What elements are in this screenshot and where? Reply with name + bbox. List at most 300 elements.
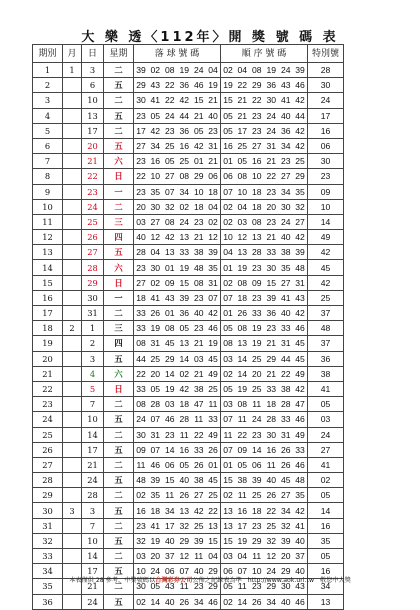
drop-number-cell: 40 (163, 533, 178, 548)
drop-number-cell: 11 (192, 412, 207, 427)
day-cell: 14 (82, 549, 104, 564)
sorted-number-cell: 25 (250, 351, 265, 366)
drop-number-cell: 44 (177, 108, 192, 123)
month-cell (63, 336, 82, 351)
weekday-cell: 一 (104, 290, 134, 305)
sorted-number-cell: 04 (235, 63, 250, 78)
issue-cell: 34 (33, 564, 63, 579)
weekday-cell: 五 (104, 564, 134, 579)
footer-prefix: 本表僅供 28 參考，中獎號碼以 (69, 577, 156, 584)
sorted-number-cell: 26 (279, 457, 294, 472)
special-number-cell: 28 (308, 63, 344, 78)
special-number-cell: 38 (308, 366, 344, 381)
drop-number-cell: 21 (192, 336, 207, 351)
sorted-number-cell: 38 (279, 381, 294, 396)
sorted-number-cell: 01 (221, 306, 236, 321)
sorted-number-cell: 46 (293, 594, 308, 609)
table-row (33, 290, 344, 305)
sorted-number-cell: 18 (264, 397, 279, 412)
drop-number-cell: 01 (206, 457, 221, 472)
table-row (33, 169, 344, 184)
drop-number-cell: 49 (206, 366, 221, 381)
table-row (33, 518, 344, 533)
drop-number-cell: 25 (148, 351, 163, 366)
sorted-number-cell: 05 (221, 381, 236, 396)
drop-number-cell: 28 (177, 412, 192, 427)
drop-number-cell: 09 (163, 275, 178, 290)
drop-number-cell: 45 (206, 473, 221, 488)
sorted-number-cell: 36 (264, 78, 279, 93)
drop-number-cell: 25 (163, 138, 178, 153)
sorted-number-cell: 11 (264, 457, 279, 472)
issue-cell: 8 (33, 169, 63, 184)
special-number-cell: 02 (308, 473, 344, 488)
weekday-cell: 六 (104, 260, 134, 275)
sorted-number-cell: 40 (293, 564, 308, 579)
sorted-number-cell: 14 (250, 442, 265, 457)
sorted-number-cell: 22 (250, 93, 265, 108)
sorted-number-cell: 08 (235, 169, 250, 184)
special-number-cell: 06 (308, 138, 344, 153)
issue-cell: 16 (33, 290, 63, 305)
sorted-number-cell: 34 (279, 503, 294, 518)
sorted-number-cell: 26 (235, 306, 250, 321)
special-number-cell: 24 (308, 93, 344, 108)
drop-number-cell: 15 (177, 275, 192, 290)
sorted-number-cell: 02 (221, 594, 236, 609)
sorted-number-cell: 15 (221, 93, 236, 108)
sorted-number-cell: 35 (279, 260, 294, 275)
drop-number-cell: 15 (206, 533, 221, 548)
issue-cell: 7 (33, 154, 63, 169)
month-cell (63, 488, 82, 503)
weekday-cell: 日 (104, 381, 134, 396)
sorted-number-cell: 09 (250, 275, 265, 290)
drop-number-cell: 38 (192, 473, 207, 488)
special-number-cell: 16 (308, 123, 344, 138)
drop-number-cell: 21 (206, 154, 221, 169)
drop-number-cell: 42 (163, 230, 178, 245)
table-row (33, 336, 344, 351)
drop-number-cell: 24 (192, 63, 207, 78)
day-cell: 27 (82, 245, 104, 260)
table-row (33, 78, 344, 93)
special-number-cell: 48 (308, 321, 344, 336)
month-cell (63, 473, 82, 488)
sorted-number-cell: 01 (221, 260, 236, 275)
sorted-number-cell: 16 (250, 154, 265, 169)
sorted-number-cell: 05 (221, 579, 236, 594)
sorted-number-cell: 19 (235, 533, 250, 548)
special-number-cell: 45 (308, 260, 344, 275)
sorted-number-cell: 10 (250, 564, 265, 579)
drop-number-cell: 05 (177, 321, 192, 336)
sorted-number-cell: 05 (221, 321, 236, 336)
month-cell (63, 199, 82, 214)
drop-number-cell: 02 (148, 275, 163, 290)
sorted-number-cell: 03 (221, 351, 236, 366)
day-cell: 24 (82, 199, 104, 214)
drop-number-cell: 13 (177, 230, 192, 245)
drop-number-cell: 42 (192, 138, 207, 153)
sorted-number-cell: 23 (250, 518, 265, 533)
sorted-number-cell: 19 (250, 336, 265, 351)
sorted-number-cell: 02 (221, 214, 236, 229)
drop-number-cell: 27 (134, 138, 149, 153)
header-drop-order: 落 球 號 碼 (134, 45, 221, 63)
drop-number-cell: 40 (177, 473, 192, 488)
drop-number-cell: 48 (192, 260, 207, 275)
table-row (33, 412, 344, 427)
sorted-number-cell: 21 (264, 154, 279, 169)
drop-number-cell: 02 (134, 594, 149, 609)
sorted-number-cell: 42 (293, 230, 308, 245)
sorted-number-cell: 13 (250, 230, 265, 245)
drop-number-cell: 39 (148, 473, 163, 488)
special-number-cell: 09 (308, 184, 344, 199)
table-row (33, 93, 344, 108)
special-number-cell: 24 (308, 427, 344, 442)
day-cell: 31 (82, 306, 104, 321)
drop-number-cell: 47 (192, 397, 207, 412)
sorted-number-cell: 49 (293, 366, 308, 381)
drop-number-cell: 39 (177, 290, 192, 305)
drop-number-cell: 19 (163, 381, 178, 396)
month-cell (63, 108, 82, 123)
issue-cell: 29 (33, 488, 63, 503)
sorted-number-cell: 33 (279, 321, 294, 336)
weekday-cell: 二 (104, 579, 134, 594)
sorted-number-cell: 26 (279, 442, 294, 457)
weekday-cell: 五 (104, 442, 134, 457)
sorted-number-cell: 10 (250, 169, 265, 184)
sorted-number-cell: 33 (250, 306, 265, 321)
sorted-number-cell: 29 (293, 169, 308, 184)
day-cell: 5 (82, 381, 104, 396)
month-cell (63, 275, 82, 290)
issue-cell: 9 (33, 184, 63, 199)
sorted-number-cell: 23 (279, 154, 294, 169)
day-cell: 4 (82, 366, 104, 381)
sorted-number-cell: 49 (293, 427, 308, 442)
month-cell: 3 (63, 503, 82, 518)
sorted-number-cell: 22 (235, 78, 250, 93)
sorted-number-cell: 24 (264, 123, 279, 138)
sorted-number-cell: 32 (279, 518, 294, 533)
sorted-number-cell: 43 (279, 78, 294, 93)
weekday-cell: 二 (104, 397, 134, 412)
table-row (33, 503, 344, 518)
drop-number-cell: 02 (177, 199, 192, 214)
table-row (33, 230, 344, 245)
sorted-number-cell: 03 (221, 549, 236, 564)
sorted-number-cell: 23 (264, 184, 279, 199)
sorted-number-cell: 15 (264, 275, 279, 290)
weekday-cell: 五 (104, 138, 134, 153)
sorted-number-cell: 04 (235, 199, 250, 214)
month-cell (63, 154, 82, 169)
special-number-cell: 05 (308, 488, 344, 503)
sorted-number-cell: 29 (250, 78, 265, 93)
drop-number-cell: 09 (134, 442, 149, 457)
sorted-number-cell: 43 (293, 290, 308, 305)
sorted-number-cell: 18 (250, 199, 265, 214)
sorted-number-cell: 02 (221, 488, 236, 503)
month-cell: 2 (63, 321, 82, 336)
drop-number-cell: 33 (134, 306, 149, 321)
header-month: 月 (63, 45, 82, 63)
issue-cell: 11 (33, 214, 63, 229)
weekday-cell: 二 (104, 306, 134, 321)
special-number-cell: 10 (308, 199, 344, 214)
sorted-number-cell: 39 (264, 290, 279, 305)
day-cell: 3 (82, 503, 104, 518)
sorted-number-cell: 40 (279, 230, 294, 245)
issue-cell: 19 (33, 336, 63, 351)
sorted-number-cell: 39 (250, 473, 265, 488)
drop-number-cell: 11 (192, 549, 207, 564)
sorted-number-cell: 12 (235, 230, 250, 245)
drop-number-cell: 30 (134, 579, 149, 594)
day-cell: 20 (82, 138, 104, 153)
issue-cell: 21 (33, 366, 63, 381)
sorted-number-cell: 05 (235, 154, 250, 169)
sorted-number-cell: 46 (293, 78, 308, 93)
drop-number-cell: 22 (134, 366, 149, 381)
table-row (33, 260, 344, 275)
sorted-number-cell: 40 (293, 533, 308, 548)
sorted-number-cell: 39 (293, 245, 308, 260)
sorted-number-cell: 19 (221, 78, 236, 93)
drop-number-cell: 04 (206, 63, 221, 78)
sorted-number-cell: 11 (250, 549, 265, 564)
sorted-number-cell: 31 (264, 138, 279, 153)
sorted-number-cell: 07 (221, 412, 236, 427)
drop-number-cell: 14 (148, 594, 163, 609)
drop-number-cell: 35 (148, 184, 163, 199)
sorted-number-cell: 23 (250, 290, 265, 305)
sorted-number-cell: 36 (279, 123, 294, 138)
special-number-cell: 23 (308, 169, 344, 184)
drop-number-cell: 16 (134, 503, 149, 518)
drop-number-cell: 02 (177, 366, 192, 381)
sorted-number-cell: 15 (221, 533, 236, 548)
header-day: 日 (82, 45, 104, 63)
sorted-number-cell: 02 (221, 63, 236, 78)
drop-number-cell: 26 (192, 457, 207, 472)
sorted-number-cell: 19 (250, 321, 265, 336)
drop-number-cell: 18 (177, 397, 192, 412)
special-number-cell: 03 (308, 412, 344, 427)
drop-number-cell: 22 (206, 503, 221, 518)
sorted-number-cell: 41 (279, 290, 294, 305)
sorted-number-cell: 06 (221, 564, 236, 579)
drop-number-cell: 17 (163, 518, 178, 533)
special-number-cell: 35 (308, 533, 344, 548)
weekday-cell: 二 (104, 457, 134, 472)
sorted-number-cell: 01 (221, 457, 236, 472)
sorted-number-cell: 25 (250, 381, 265, 396)
drop-number-cell: 27 (163, 169, 178, 184)
drop-number-cell: 42 (206, 306, 221, 321)
sorted-number-cell: 28 (279, 397, 294, 412)
sorted-number-cell: 41 (293, 518, 308, 533)
sorted-number-cell: 36 (264, 306, 279, 321)
drop-number-cell: 06 (163, 457, 178, 472)
issue-cell: 22 (33, 381, 63, 396)
drop-number-cell: 25 (177, 154, 192, 169)
day-cell: 2 (82, 336, 104, 351)
drop-number-cell: 18 (192, 199, 207, 214)
weekday-cell: 二 (104, 488, 134, 503)
drop-number-cell: 33 (134, 381, 149, 396)
sorted-number-cell: 25 (235, 138, 250, 153)
drop-number-cell: 22 (134, 169, 149, 184)
sorted-number-cell: 15 (221, 473, 236, 488)
drop-number-cell: 02 (148, 63, 163, 78)
sorted-number-cell: 23 (264, 214, 279, 229)
drop-number-cell: 23 (192, 214, 207, 229)
sorted-number-cell: 02 (221, 275, 236, 290)
sorted-number-cell: 31 (279, 427, 294, 442)
footer-url[interactable]: http://www.aok.url.tw (247, 577, 315, 584)
drop-number-cell: 14 (163, 366, 178, 381)
sorted-number-cell: 44 (279, 351, 294, 366)
sorted-number-cell: 30 (264, 93, 279, 108)
sorted-number-cell: 38 (279, 245, 294, 260)
month-cell (63, 442, 82, 457)
special-number-cell: 16 (308, 564, 344, 579)
month-cell (63, 427, 82, 442)
sorted-number-cell: 16 (264, 442, 279, 457)
weekday-cell: 五 (104, 245, 134, 260)
month-cell (63, 397, 82, 412)
sorted-number-cell: 22 (264, 169, 279, 184)
day-cell: 10 (82, 412, 104, 427)
drop-number-cell: 34 (148, 138, 163, 153)
drop-number-cell: 27 (192, 488, 207, 503)
sorted-number-cell: 44 (293, 108, 308, 123)
sorted-number-cell: 45 (293, 336, 308, 351)
drop-number-cell: 03 (163, 397, 178, 412)
header-sorted-order: 順 序 號 碼 (221, 45, 308, 63)
drop-number-cell: 31 (206, 138, 221, 153)
day-cell: 7 (82, 397, 104, 412)
drop-number-cell: 25 (206, 381, 221, 396)
drop-number-cell: 12 (206, 230, 221, 245)
table-row (33, 306, 344, 321)
drop-number-cell: 29 (134, 78, 149, 93)
table-row (33, 457, 344, 472)
drop-number-cell: 22 (192, 427, 207, 442)
drop-number-cell: 40 (192, 306, 207, 321)
table-row (33, 199, 344, 214)
drop-number-cell: 43 (148, 78, 163, 93)
sorted-number-cell: 05 (221, 123, 236, 138)
issue-cell: 35 (33, 579, 63, 594)
drop-number-cell: 04 (206, 549, 221, 564)
sorted-number-cell: 19 (264, 63, 279, 78)
drop-number-cell: 16 (177, 442, 192, 457)
issue-cell: 32 (33, 533, 63, 548)
month-cell (63, 245, 82, 260)
sorted-number-cell: 17 (235, 518, 250, 533)
sorted-number-cell: 48 (293, 473, 308, 488)
drop-number-cell: 23 (134, 108, 149, 123)
month-cell (63, 290, 82, 305)
drop-number-cell: 33 (206, 412, 221, 427)
drop-number-cell: 01 (192, 154, 207, 169)
drop-number-cell: 46 (206, 321, 221, 336)
sorted-number-cell: 23 (250, 260, 265, 275)
sorted-number-cell: 43 (293, 579, 308, 594)
drop-number-cell: 11 (177, 579, 192, 594)
drop-number-cell: 22 (163, 93, 178, 108)
drop-number-cell: 32 (134, 533, 149, 548)
drop-number-cell: 34 (192, 594, 207, 609)
sorted-number-cell: 27 (279, 488, 294, 503)
drop-number-cell: 28 (134, 245, 149, 260)
drop-number-cell: 30 (148, 260, 163, 275)
sorted-number-cell: 28 (264, 412, 279, 427)
sorted-number-cell: 11 (235, 488, 250, 503)
drop-number-cell: 42 (177, 93, 192, 108)
weekday-cell: 日 (104, 275, 134, 290)
drop-number-cell: 02 (206, 214, 221, 229)
drop-number-cell: 21 (192, 108, 207, 123)
day-cell: 3 (82, 351, 104, 366)
sorted-number-cell: 30 (279, 579, 294, 594)
drop-number-cell: 07 (163, 184, 178, 199)
special-number-cell: 14 (308, 214, 344, 229)
issue-cell: 14 (33, 260, 63, 275)
drop-number-cell: 12 (177, 549, 192, 564)
issue-cell: 13 (33, 245, 63, 260)
drop-number-cell: 23 (206, 123, 221, 138)
drop-number-cell: 16 (177, 138, 192, 153)
drop-number-cell: 41 (148, 93, 163, 108)
issue-cell: 2 (33, 78, 63, 93)
drop-number-cell: 13 (177, 336, 192, 351)
issue-cell: 28 (33, 473, 63, 488)
month-cell (63, 230, 82, 245)
drop-number-cell: 44 (134, 351, 149, 366)
sorted-number-cell: 29 (250, 533, 265, 548)
drop-number-cell: 07 (148, 412, 163, 427)
special-number-cell: 49 (308, 230, 344, 245)
issue-cell: 17 (33, 306, 63, 321)
issue-cell: 31 (33, 518, 63, 533)
sorted-number-cell: 05 (221, 108, 236, 123)
special-number-cell: 37 (308, 306, 344, 321)
sorted-number-cell: 22 (235, 427, 250, 442)
drop-number-cell: 24 (134, 412, 149, 427)
table-row (33, 123, 344, 138)
drop-number-cell: 30 (134, 427, 149, 442)
drop-number-cell: 19 (148, 321, 163, 336)
day-cell: 23 (82, 184, 104, 199)
sorted-number-cell: 22 (279, 366, 294, 381)
drop-number-cell: 11 (163, 488, 178, 503)
sorted-number-cell: 08 (235, 397, 250, 412)
drop-number-cell: 39 (206, 245, 221, 260)
drop-number-cell: 35 (206, 260, 221, 275)
sorted-number-cell: 47 (293, 397, 308, 412)
drop-number-cell: 40 (163, 594, 178, 609)
day-cell: 24 (82, 473, 104, 488)
drop-number-cell: 08 (177, 169, 192, 184)
drop-number-cell: 13 (206, 518, 221, 533)
